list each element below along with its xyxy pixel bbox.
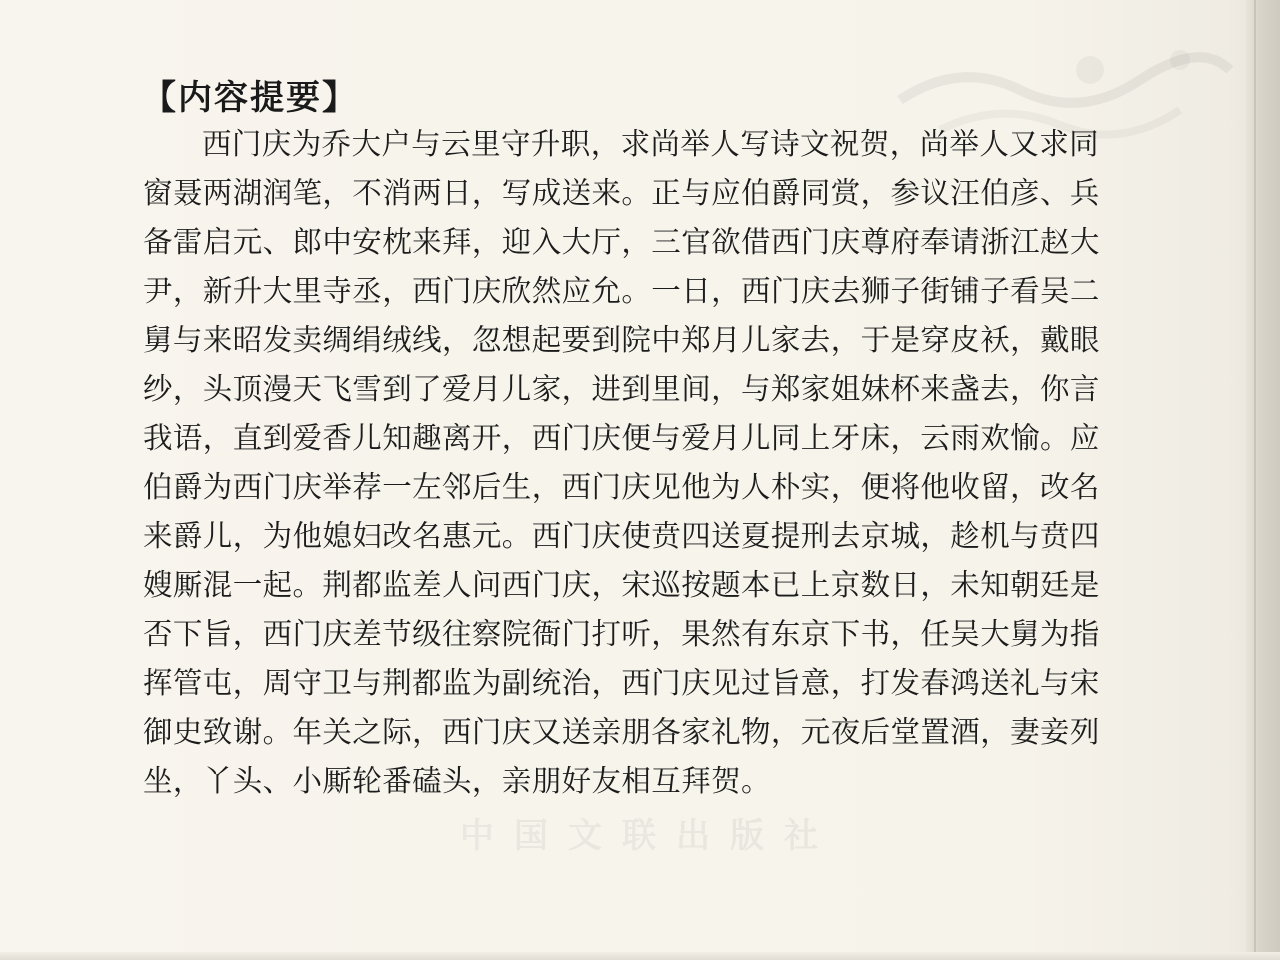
- page-spine-edge: [1246, 0, 1280, 960]
- body-line: 尹，新升大里寺丞，西门庆欣然应允。一日，西门庆去狮子街铺子看吴二: [143, 274, 1100, 308]
- body-line: 否下旨，西门庆差节级往察院衙门打听，果然有东京下书，任吴大舅为指: [143, 617, 1100, 651]
- section-heading: 【内容提要】: [142, 78, 358, 118]
- page-bottom-edge: [0, 952, 1280, 960]
- body-line: 御史致谢。年关之际，西门庆又送亲朋各家礼物，元夜后堂置酒，妻妾列: [143, 715, 1100, 749]
- page-edge-line: [1254, 0, 1256, 960]
- body-line: 纱，头顶漫天飞雪到了爱月儿家，进到里间，与郑家姐妹杯来盏去，你言: [143, 372, 1100, 406]
- body-line: 来爵儿，为他媳妇改名惠元。西门庆使贲四送夏提刑去京城，趁机与贲四: [143, 519, 1100, 553]
- body-line: 伯爵为西门庆举荐一左邻后生，西门庆见他为人朴实，便将他收留，改名: [143, 470, 1100, 504]
- body-line: 窗聂两湖润笔，不消两日，写成送来。正与应伯爵同赏，参议汪伯彦、兵: [143, 176, 1100, 210]
- summary-body: [143, 120, 1123, 806]
- body-line: 坐，丫头、小厮轮番磕头，亲朋好友相互拜贺。: [143, 764, 771, 798]
- body-line: 西门庆为乔大户与云里守升职，求尚举人写诗文祝贺，尚举人又求同: [202, 127, 1100, 161]
- body-line: 备雷启元、郎中安枕来拜，迎入大厅，三官欲借西门庆尊府奉请浙江赵大: [143, 225, 1100, 259]
- body-line: 舅与来昭发卖绸绢绒线，忽想起要到院中郑月儿家去，于是穿皮袄，戴眼: [143, 323, 1100, 357]
- body-line: 挥管屯，周守卫与荆都监为副统治，西门庆见过旨意，打发春鸿送礼与宋: [143, 666, 1100, 700]
- body-line: 嫂厮混一起。荆都监差人问西门庆，宋巡按题本已上京数日，未知朝廷是: [143, 568, 1100, 602]
- body-line: 我语，直到爱香儿知趣离开，西门庆便与爱月儿同上牙床，云雨欢愉。应: [143, 421, 1100, 455]
